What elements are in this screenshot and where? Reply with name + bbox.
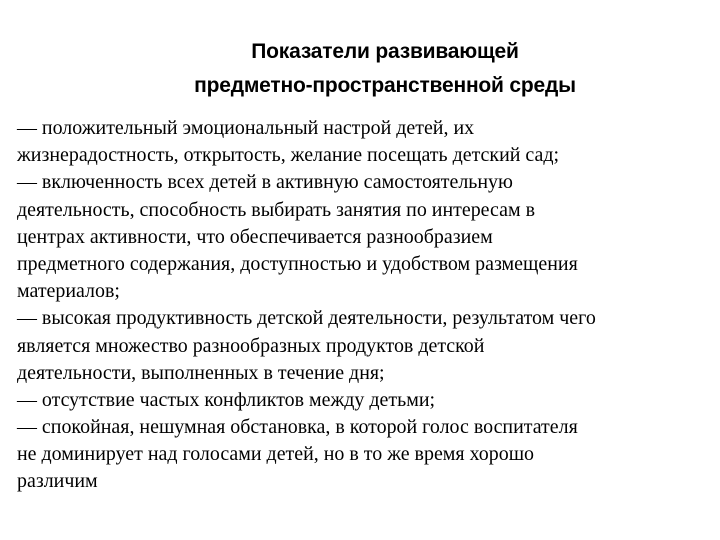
text-line: деятельность, способность выбирать занятия по интересам в: [17, 198, 536, 221]
text-line: центрах активности, что обеспечивается разнообразием: [17, 225, 493, 248]
text-line: — спокойная, нешумная обстановка, в которой голос воспитателя: [17, 416, 578, 439]
indicators-text: [17, 115, 720, 496]
text-line: является множество разнообразных продуктов детской: [17, 334, 485, 357]
text-line: предметного содержания, доступностью и удобством размещения: [17, 252, 578, 275]
text-line: материалов;: [17, 280, 120, 303]
text-line: — высокая продуктивность детской деятельности, результатом чего: [17, 307, 596, 330]
slide-title: [0, 35, 720, 103]
text-line: не доминирует над голосами детей, но в то же время хорошо: [17, 443, 535, 466]
text-line: деятельности, выполненных в течение дня;: [17, 361, 385, 384]
slide-title-line-2: предметно-пространственной среды: [194, 74, 576, 97]
slide-title-line-1: Показатели развивающей: [251, 40, 519, 63]
text-line: — отсутствие частых конфликтов между детьми;: [17, 388, 436, 411]
text-line: — положительный эмоциональный настрой детей, их: [17, 117, 475, 139]
text-line: — включенность всех детей в активную самостоятельную: [17, 171, 513, 194]
text-line: различим: [17, 470, 98, 493]
text-line: жизнерадостность, открытость, желание посещать детский сад;: [17, 144, 560, 167]
